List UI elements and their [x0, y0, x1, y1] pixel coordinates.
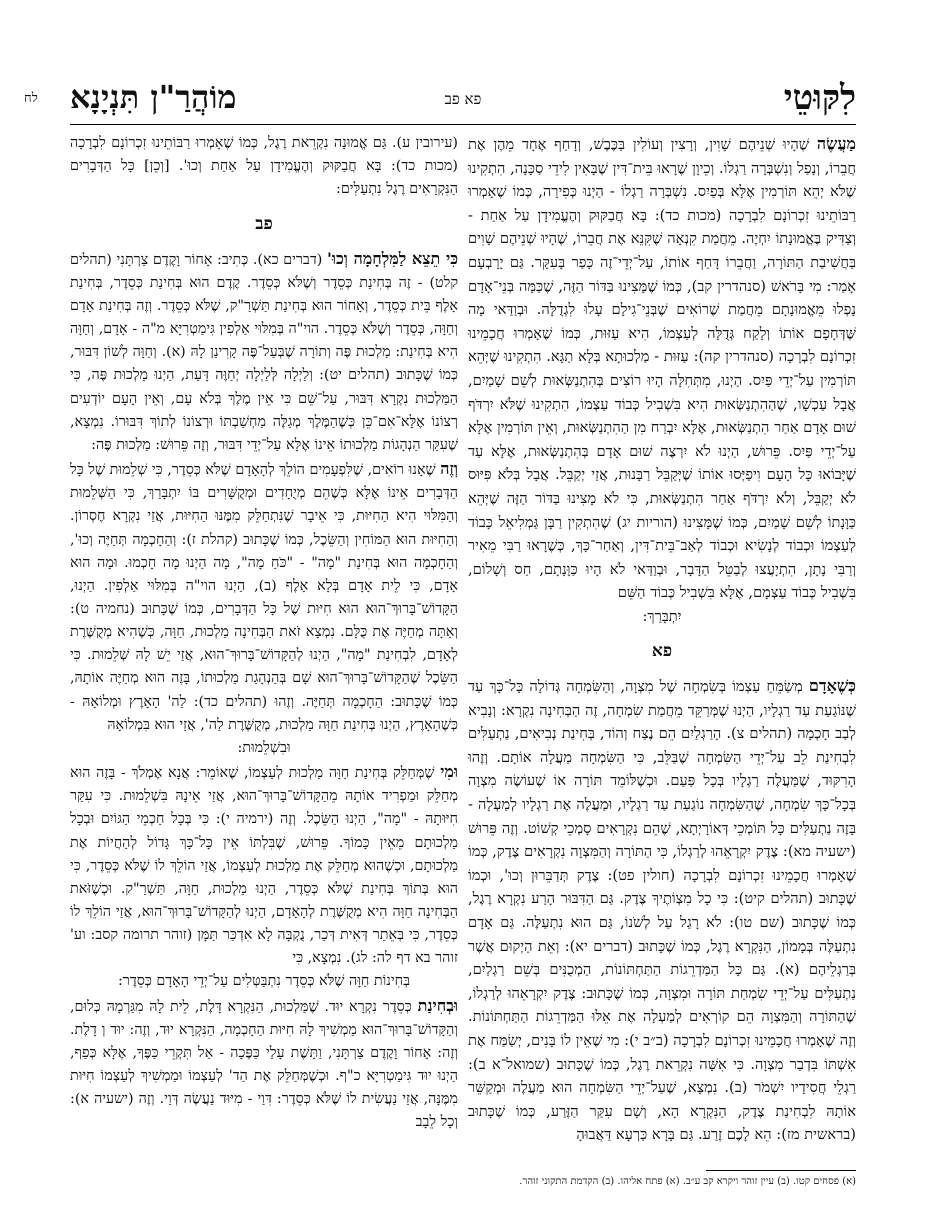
paragraph	[70, 457, 458, 737]
paragraph-text: שֶׁאָנוּ רוֹאִים, שֶׁלִּפְעָמִים הוֹלֵךְ לְהָאָדָם שֶׁלֹּא כְּסֵדֶר, כִּי שְׁלֵמוּת שֶׁל כָּל הַדְּבָרִים אֵינוֹ אֶלָּא כְּשֶׁהֵם מְיֻחָדִים וּמְקֻשָּׁרִים בּוֹ יִתְבָּרַךְ, כִּי הַשְּׁלֵמוּת וְהַמִּלּוּי הִיא הַחִיּוּת, כִּי אֵיבָר שֶׁנִּתְחַלֵּק מִמֶּנּוּ הַחִיּוּת, אֲזַי נִקְרָא חֶסְרוֹן. וְהַחִיּוּת הוּא הַמּוֹחִין וְהַשֵּׂכֶל, כְּמוֹ שֶׁכָּתוּב (קהלת ז): וְהַחָכְמָה תְּחַיֶּה וְכוּ', וְהַחָכְמָה הוּא בְּחִינַת "מָה" - "כֹּחַ מָה", מָה הַיְנוּ מָה חָכְמוּ. וּמָה הוּא אָדָם, כִּי לֵית אָדָם בְּלָא אָלֶף (ב), הַיְנוּ הוי"ה בְּמִלּוּי אַלְפִין. הַיְנוּ, הַקָּדוֹשׁ־בָּרוּךְ־הוּא הוּא חִיּוּת שֶׁל כָּל הַדְּבָרִים, כְּמוֹ שֶׁכָּתוּב (נחמיה ט): וְאַתָּה מְחַיֶּה אֶת כֻּלָּם. נִמְצָא זֹאת הַבְּחִינָה מַלְכוּת, חַוָּה, כְּשֶׁהִיא מְקֻשֶּׁרֶת לְאָדָם, לִבְחִינַת "מָה", הַיְנוּ לְהַקָּדוֹשׁ־בָּרוּךְ־הוּא, אֲזַי יֵשׁ לָהּ שְׁלֵמוּת. כִּי הַשֵּׂכֶל שֶׁהַקָּדוֹשׁ־בָּרוּךְ־הוּא שָׁם בְּהַנְהָגַת מַלְכוּתוֹ, בָּזֶה הוּא מְחַיֶּה אוֹתָהּ, כְּמוֹ שֶׁכָּתוּב: הַחָכְמָה תְּחַיֶּה. וְזֶהוּ (תהלים כד): לַה' הָאָרֶץ וּמְלוֹאָהּ - כְּשֶׁהָאָרֶץ, הַיְנוּ בְּחִינַת חַוָּה מַלְכוּת, מְקֻשֶּׁרֶת לַה', אֲזַי הוּא בִּמְלוֹאָהּ	[70, 462, 458, 733]
paragraph-end-line: יִתְבָּרַךְ:	[642, 607, 682, 625]
section-marker: פא פב	[444, 90, 482, 108]
paragraph-text: שֶׁמְּחַלֵּק בְּחִינַת חַוָּה מַלְכוּת לְעַצְמוֹ, שֶׁאוֹמֵר: אֲנָא אֶמְלֹךְ - בָּזֶה הוּא מְחַלֵּק וּמַפְרִיד אוֹתָהּ מֵהַקָּדוֹשׁ־בָּרוּךְ־הוּא, אֲזַי אֵינָהּ בִּשְׁלֵמוּת. כִּי עִקַּר חִיּוּתָהּ - "מָה", הַיְנוּ הַשֵּׂכֶל. וְזֶה (ירמיה י): כִּי בְּכָל חַכְמֵי הַגּוֹיִם וּבְכָל מַלְכוּתָם מֵאֵין כָּמוֹךָ. פֵּרוּשׁ, שֶׁבִּלְתּוֹ אֵין כָּל־כָּךְ גָּדוֹל לְהַחֲיוֹת אֶת מַלְכוּתָם, וּכְשֶׁהוּא מְחַלֵּק אֶת מַלְכוּת לְעַצְמוֹ, אֲזַי הוֹלֵךְ לוֹ שֶׁלֹּא כְּסֵדֶר, כִּי הוּא בְּתוֹךְ בְּחִינַת שֶׁלֹּא כְּסֵדֶר, הַיְנוּ מַלְכוּת, חַוָּה, תַּשְׁרַ"ק. וּכְשֶׁזֹּאת הַבְּחִינָה חַוָּה הִיא מְקֻשֶּׁרֶת לְהָאָדָם, הַיְנוּ לְהַקָּדוֹשׁ־בָּרוּךְ־הוּא, אֲזַי הוֹלֵךְ לוֹ כְּסֵדֶר, כִּי בְּאֵתַר דְּאִית דְּכַר, נֻקְבָּה לָא אִדְכַּר תַּמָּן (זוהר תרומה קסב: וע' זוהר בא דף לה: לג). נִמְצָא, כִּי	[70, 765, 458, 967]
paragraph-lead-word: מַעֲשֶׂה	[816, 134, 856, 153]
right-column	[468, 132, 856, 1147]
paragraph-text: כְּסֵדֶר נִקְרָא יוּד. שֶׁמַּלְכוּת, הַנִּקְרָא דָּלֶת, לֵית לָהּ מִגַּרְמָהּ כְּלוּם, וְהַקָּדוֹשׁ־בָּרוּךְ־הוּא מַמְשִׁיךְ לָהּ חִיּוּת הַחָכְמָה, הַנִּקְרָא יוּד, וְזֶה: יוּד וְ דָלֶת. וְזֶה: אָחוֹר וָקֶדֶם צַרְתָּנִי, וַתָּשֶׁת עָלַי כַּפֶּכָה - אַל תִּקְרֵי כַּפֶּךָ, אֶלָּא כְּפַף, הַיְנוּ יוּד גִּימַטְרִיָּא כ"ף. וּכְשֶׁמְּחַלֵּק אֶת הַד' לְעַצְמוֹ וּמַמְשִׁיךְ לְעַצְמוֹ חִיּוּת מִמֶּנָּה, אֲזַי נַעֲשִׂית לוֹ שֶׁלֹּא כְּסֵדֶר: דִּוַי - מִיּוּד נַעֲשֶׂה דְּוַי. וְזֶה (ישעיה א): וְכָל לֵבָב	[70, 998, 458, 1131]
paragraph-lead-word: וְזֶה	[440, 459, 458, 479]
footnote-rule	[706, 1170, 856, 1171]
paragraph-text: (דברים כא). כְּתִיב: אָחוֹר וָקֶדֶם צַרְתָּנִי (תהלים קלט) - זֶה בְּחִינַת כְּסֵדֶר וְשֶׁלֹּא כְּסֵדֶר. קֶדֶם הוּא בְּחִינַת כְּסֵדֶר, בְּחִינַת אָלֶף בֵּית כְּסֵדֶר, וְאָחוֹר הוּא בְּחִינַת תַּשְׁרַ"ק, שֶׁלֹּא כְּסֵדֶר. וְזֶה בְּחִינַת אָדָם וְחַוָּה, כְּסֵדֶר וְשֶׁלֹּא כְּסֵדֶר. הוי"ה בְּמִלּוּי אַלְפִין גִּימַטְרִיָּא מ"ה - אָדָם, וְחַוָּה הִיא בְּחִינַת: מַלְכוּת פֶּה וְתוֹרָה שֶׁבְּעַל־פֶּה קָרִינַן לָהּ (א). וְחַוָּה לְשׁוֹן דִּבּוּר, כְּמוֹ שֶׁכָּתוּב (תהלים יט): וְלַיְלָה לְּלַיְלָה יְחַוֶּה דָּעַת, הַיְנוּ מַלְכוּת פֶּה, כִּי הַמַּלְכוּת נִקְרָא דִּבּוּר, עַל־שֵׁם כִּי אֵין מֶלֶךְ בְּלֹא עָם, וְאֵין הָעָם יוֹדְעִים רְצוֹנוֹ אֶלָּא־אִם־כֵּן כְּשֶׁהַמֶּלֶךְ מְגַלֶּה מַחְשַׁבְתּוֹ וּרְצוֹנוֹ לְתוֹךְ דִּבּוּרוֹ. נִמְצָא, שֶׁעִקַּר הַנְהָגוֹת מַלְכוּתוֹ אֵינוֹ אֶלָּא עַל־יְדֵי דִּבּוּר, וְזֶה פֵּרוּשׁ: מַלְכוּת פֶּה:	[70, 251, 458, 453]
paragraph-lead-word: כִּי תֵצֵא לַמִּלְחָמָה וְכוּ'	[326, 248, 459, 268]
book-title: לִקּוּטֵי	[783, 78, 856, 118]
paragraph	[70, 994, 458, 1135]
paragraph-end-line: בְּחִינוֹת חַוָּה שֶׁלֹּא כְּסֵדֶר נִתְבַּטְּלִים עַל־יְדֵי הָאָדָם כְּסֵדֶר:	[117, 973, 410, 990]
paragraph-lead-word: כְּשֶׁאָדָם	[808, 676, 856, 696]
header-rule	[70, 124, 856, 125]
page-number: לח	[24, 91, 38, 106]
footnotes: (א) פסחים קטו. (ב) עיין זוהר ויקרא קב ע״ב. (א) פתח אליהו. (ב) הקדמת התקוני זוהר.	[519, 1176, 856, 1187]
paragraph: (עירובין ע). גַּם אֱמוּנָה נִקְרֵאת רֶגֶל, כְּמוֹ שֶׁאָמְרוּ רַבּוֹתֵינוּ זִכְרוֹנָם לִבְרָכָה (מכות כד): בָּא חֲבַקּוּק וְהֶעֱמִידָן עַל אַחַת וְכוּ'. [וְכֵן] כָּל הַדְּבָרִים הַנִּקְרָאִים רֶגֶל נִתְעַלִּים:	[70, 135, 458, 198]
running-header	[24, 78, 856, 122]
paragraph-lead-word: וּבְחִינַת	[417, 995, 458, 1015]
section-heading: פא	[651, 641, 673, 662]
paragraph	[468, 674, 856, 1147]
left-column	[70, 132, 458, 1135]
author-title: מוֹהֲרַ"ן תִּנְיָנָא	[70, 78, 237, 116]
paragraph-end-line: וּבִשְׁלֵמוּת:	[237, 739, 291, 756]
section-heading: פב	[255, 214, 273, 235]
paragraph	[70, 247, 458, 457]
paragraph	[70, 760, 458, 970]
paragraph-lead-word: וּמִי	[440, 762, 458, 782]
paragraph	[468, 132, 856, 605]
paragraph-text: מְשַׂמֵּחַ עַצְמוֹ בְּשִׂמְחָה שֶׁל מִצְוָה, וְהַשִּׂמְחָה גְּדוֹלָה כָּל־כָּךְ עַד שֶׁנּוֹגַעַת עַד רַגְלָיו, הַיְנוּ שֶׁמְּרַקֵּד מֵחֲמַת שִׂמְחָה, זֶה הַבְּחִינָה נִקְרָא: וְנָבִיא לְבַב חָכְמָה (תהלים צ). הָרַגְלַיִם הֵם נֶצַח וְהוֹד, בְּחִינַת נְבִיאִים, נַתְעַלִּים לִבְחִינַת לֵב עַל־יְדֵי הַשִּׂמְחָה שֶׁבַּלֵּב, כִּי הַשִּׂמְחָה מַעֲלָה אוֹתָם. וְזֶהוּ הָרִקּוּד, שֶׁמַּעֲלֶה רַגְלָיו בְּכָל פַּעַם. וּכְשֶׁלּוֹמֵד תּוֹרָה אוֹ שֶׁעוֹשֶׂה מִצְוָה בְּכָל־כָּךְ שִׂמְחָה, שֶׁהַשִּׂמְחָה נוֹגַעַת עַד רַגְלָיו, וּמַעֲלֶה אֶת רַגְלָיו לְמַעְלָה - בָּזֶה נַתְעַלִּים כָּל תּוֹמְכֵי דְּאוֹרָיְתָא, שֶׁהֵם נִקְרָאִים סָמְכֵי קְשׁוֹט. וְזֶה פֵּרוּשׁ (ישעיה מא): צֶדֶק יִקְרָאֵהוּ לְרַגְלוֹ, כִּי הַתּוֹרָה וְהַמִּצְוָה נִקְרָאִים צֶדֶק, כְּמוֹ שֶׁאָמְרוּ חֲכָמֵינוּ זִכְרוֹנָם לִבְרָכָה (חולין פט): צֶדֶק תְּדַבֵּרוּן וְכוּ', וּכְמוֹ שֶׁכָּתוּב (תהלים קיט): כִּי כָל מִצְוֹתֶיךָ צֶדֶק. גַּם הַדִּבּוּר הָרַע נִקְרָא רֶגֶל, כְּמוֹ שֶׁכָּתוּב (שם טו): לֹא רָגַל עַל לְשֹׁנוֹ, גַּם הוּא נִתְעַלֶּה. גַּם אָדָם נִתְעַלֶּה בְּמָמוֹן, הַנִּקְרָא רֶגֶל, כְּמוֹ שֶׁכָּתוּב (דברים יא): וְאֵת הַיְקוּם אֲשֶׁר בְּרַגְלֵיהֶם (א). גַּם כָּל הַמַּדְרֵגוֹת הַתַּחְתּוֹנוֹת, הַמְכֻנִּים בְּשֵׁם רַגְלַיִם, נַתְעַלִּים עַל־יְדֵי שִׂמְחַת תּוֹרָה וּמִצְוָה, כְּמוֹ שֶׁכָּתוּב: צֶדֶק יִקְרָאֵהוּ לְרַגְלוֹ, שֶׁהַתּוֹרָה וְהַמִּצְוָה הֵם קוֹרְאִים לְמַעְלָה אֶת אֵלּוּ הַמַּדְרֵגוֹת הַתַּחְתּוֹנוֹת. וְזֶה שֶׁאָמְרוּ חֲכָמֵינוּ זִכְרוֹנָם לִבְרָכָה (ב״ב י): מִי שֶׁאֵין לוֹ בָּנִים, יְשַׂמַּח אֶת אִשְׁתּוֹ בִּדְבַר מִצְוָה. כִּי אִשָּׁה נִקְרֵאת רֶגֶל, כְּמוֹ שֶׁכָּתוּב (שמואל־א ב): רַגְלֵי חֲסִידָיו יִשְׁמֹר (ב). נִמְצָא, שֶׁעַל־יְדֵי הַשִּׂמְחָה הוּא מַעֲלֶה וּמְקַשֵּׁר אוֹתָהּ לִבְחִינַת צֶדֶק, הַנִּקְרָא הָא, וְשָׁם עִקַּר הַזֶּרַע, כְּמוֹ שֶׁכָּתוּב (בראשית מז): הֵא לָכֶם זֶרַע. גַּם בָּרָא כַּרְעָא דַּאֲבוּהָ	[468, 678, 856, 1144]
paragraph-text: שֶׁהָיוּ שְׁנֵיהֶם שָׁוִין, וְרָצִין וְעוֹלִין בַּכֶּבֶשׁ, וְדָחַף אֶחָד מֵהֶן אֶת חֲבֵרוֹ, וְנָפַל וְנִשְׁבְּרָה רַגְלוֹ. וְכֵיוָן שֶׁרָאוּ בֵּית־דִּין שֶׁבָּאִין לִידֵי סַכָּנָה, הִתְקִינוּ שֶׁלֹּא יְהֵא תּוֹרְמִין אֶלָּא בְּפַיִס. נִשְׁבְּרָה רַגְלוֹ - הַיְנוּ כְּפִירָה, כְּמוֹ שֶׁאָמְרוּ רַבּוֹתֵינוּ זִכְרוֹנָם לִבְרָכָה (מכות כד): בָּא חֲבַקּוּק וְהֶעֱמִידָן עַל אַחַת - וְצַדִּיק בֶּאֱמוּנָתוֹ יִחְיֶה. מֵחֲמַת קִנְאָה שֶׁקִּנֵּא אֶת חֲבֵרוֹ, שֶׁהָיוּ שְׁנֵיהֶם שָׁוִים בַּחֲשִׁיבַת הַתּוֹרָה, וַחֲבֵרוֹ דָּחַף אוֹתוֹ, עַל־יְדֵי־זֶה כָּפַר בָּעִקָּר. גַּם יָרָבְעָם אָמַר: מִי בָּרֹאשׁ (סנהדרין קב), כְּמוֹ שֶׁמָּצִינוּ בַּדּוֹר הַזֶּה, שֶׁכַּמָּה בְּנֵי־אָדָם נָפְלוּ מֵאֱמוּנָתָם מֵחֲמַת שֶׁרוֹאִים שֶׁבְּנֵי־גִילָם עָלוּ לִגְדֻלָּה. וּבְוַדַּאי מָה שֶּׁדְּחָפָם אוֹתוֹ וְלָקַח גְּדֻלָּה לְעַצְמוֹ, הִיא עַזּוּת, כְּמוֹ שֶׁאָמְרוּ חֲכָמֵינוּ זִכְרוֹנָם לִבְרָכָה (סנהדרין קה): עַזּוּת - מַלְכוּתָא בְּלָא תַגָּא. הִתְקִינוּ שֶׁיְּהֵא תּוֹרְמִין עַל־יְדֵי פַּיִס. הַיְנוּ, מִתְּחִלָּה הָיוּ רוֹצִים בְּהִתְנַשְּׂאוּת לְשֵׁם שָׁמַיִם, אֲבָל עַכְשָׁו, שֶׁהַהִתְנַשְּׂאוּת הִיא בִּשְׁבִיל כְּבוֹד עַצְמוֹ, הִתְקִינוּ שֶׁלֹּא יִרְדֹּף שׁוּם אָדָם אַחַר הִתְנַשְּׂאוּת, אֶלָּא יִבְרַח מִן הַהִתְנַשְּׂאוּת, וְאֵין תּוֹרְמִין אֶלָּא עַל־יְדֵי פַּיִס. פֵּרוּשׁ, הַיְנוּ לֹא יִרְצֶה שׁוּם אָדָם בְּהִתְנַשְּׂאוּת, אֶלָּא עַד שֶׁיָּבוֹאוּ כָּל הָעָם וִיפַיְּסוּ אוֹתוֹ שֶׁיְּקַבֵּל רַבָּנוּת, אֲזַי יְקַבֵּל. אֲבָל בְּלֹא פִּיּוּס לֹא יְקַבֵּל, וְלֹא יִרְדֹּף אַחַר הִתְנַשְּׂאוּת, כִּי לֹא מָצִינוּ בַּדּוֹר הַזֶּה שֶׁיְּהֵא כַּוָּנָתוֹ לְשֵׁם שָׁמַיִם, כְּמוֹ שֶׁמָּצִינוּ (הוריות יג) שֶׁהִתְקִין רַבָּן גַּמְלִיאֵל כָּבוֹד לְעַצְמוֹ וּכְבוֹד לְנָשִׂיא וּכְבוֹד לְאַב־בֵּית־דִּין, וְאַחַר־כָּךְ, כְּשֶׁרָאוּ רַבִּי מֵאִיר וְרַבִּי נָתָן, הִתְיָעֲצוּ לְבַטֵּל הַדָּבָר, וּבְוַדַּאי לֹא הָיוּ כַּוָּנָתָם, חַס וְשָׁלוֹם, בִּשְׁבִיל כְּבוֹד עַצְמָם, אֶלָּא בִּשְׁבִיל כְּבוֹד הַשֵּׁם	[468, 136, 856, 602]
